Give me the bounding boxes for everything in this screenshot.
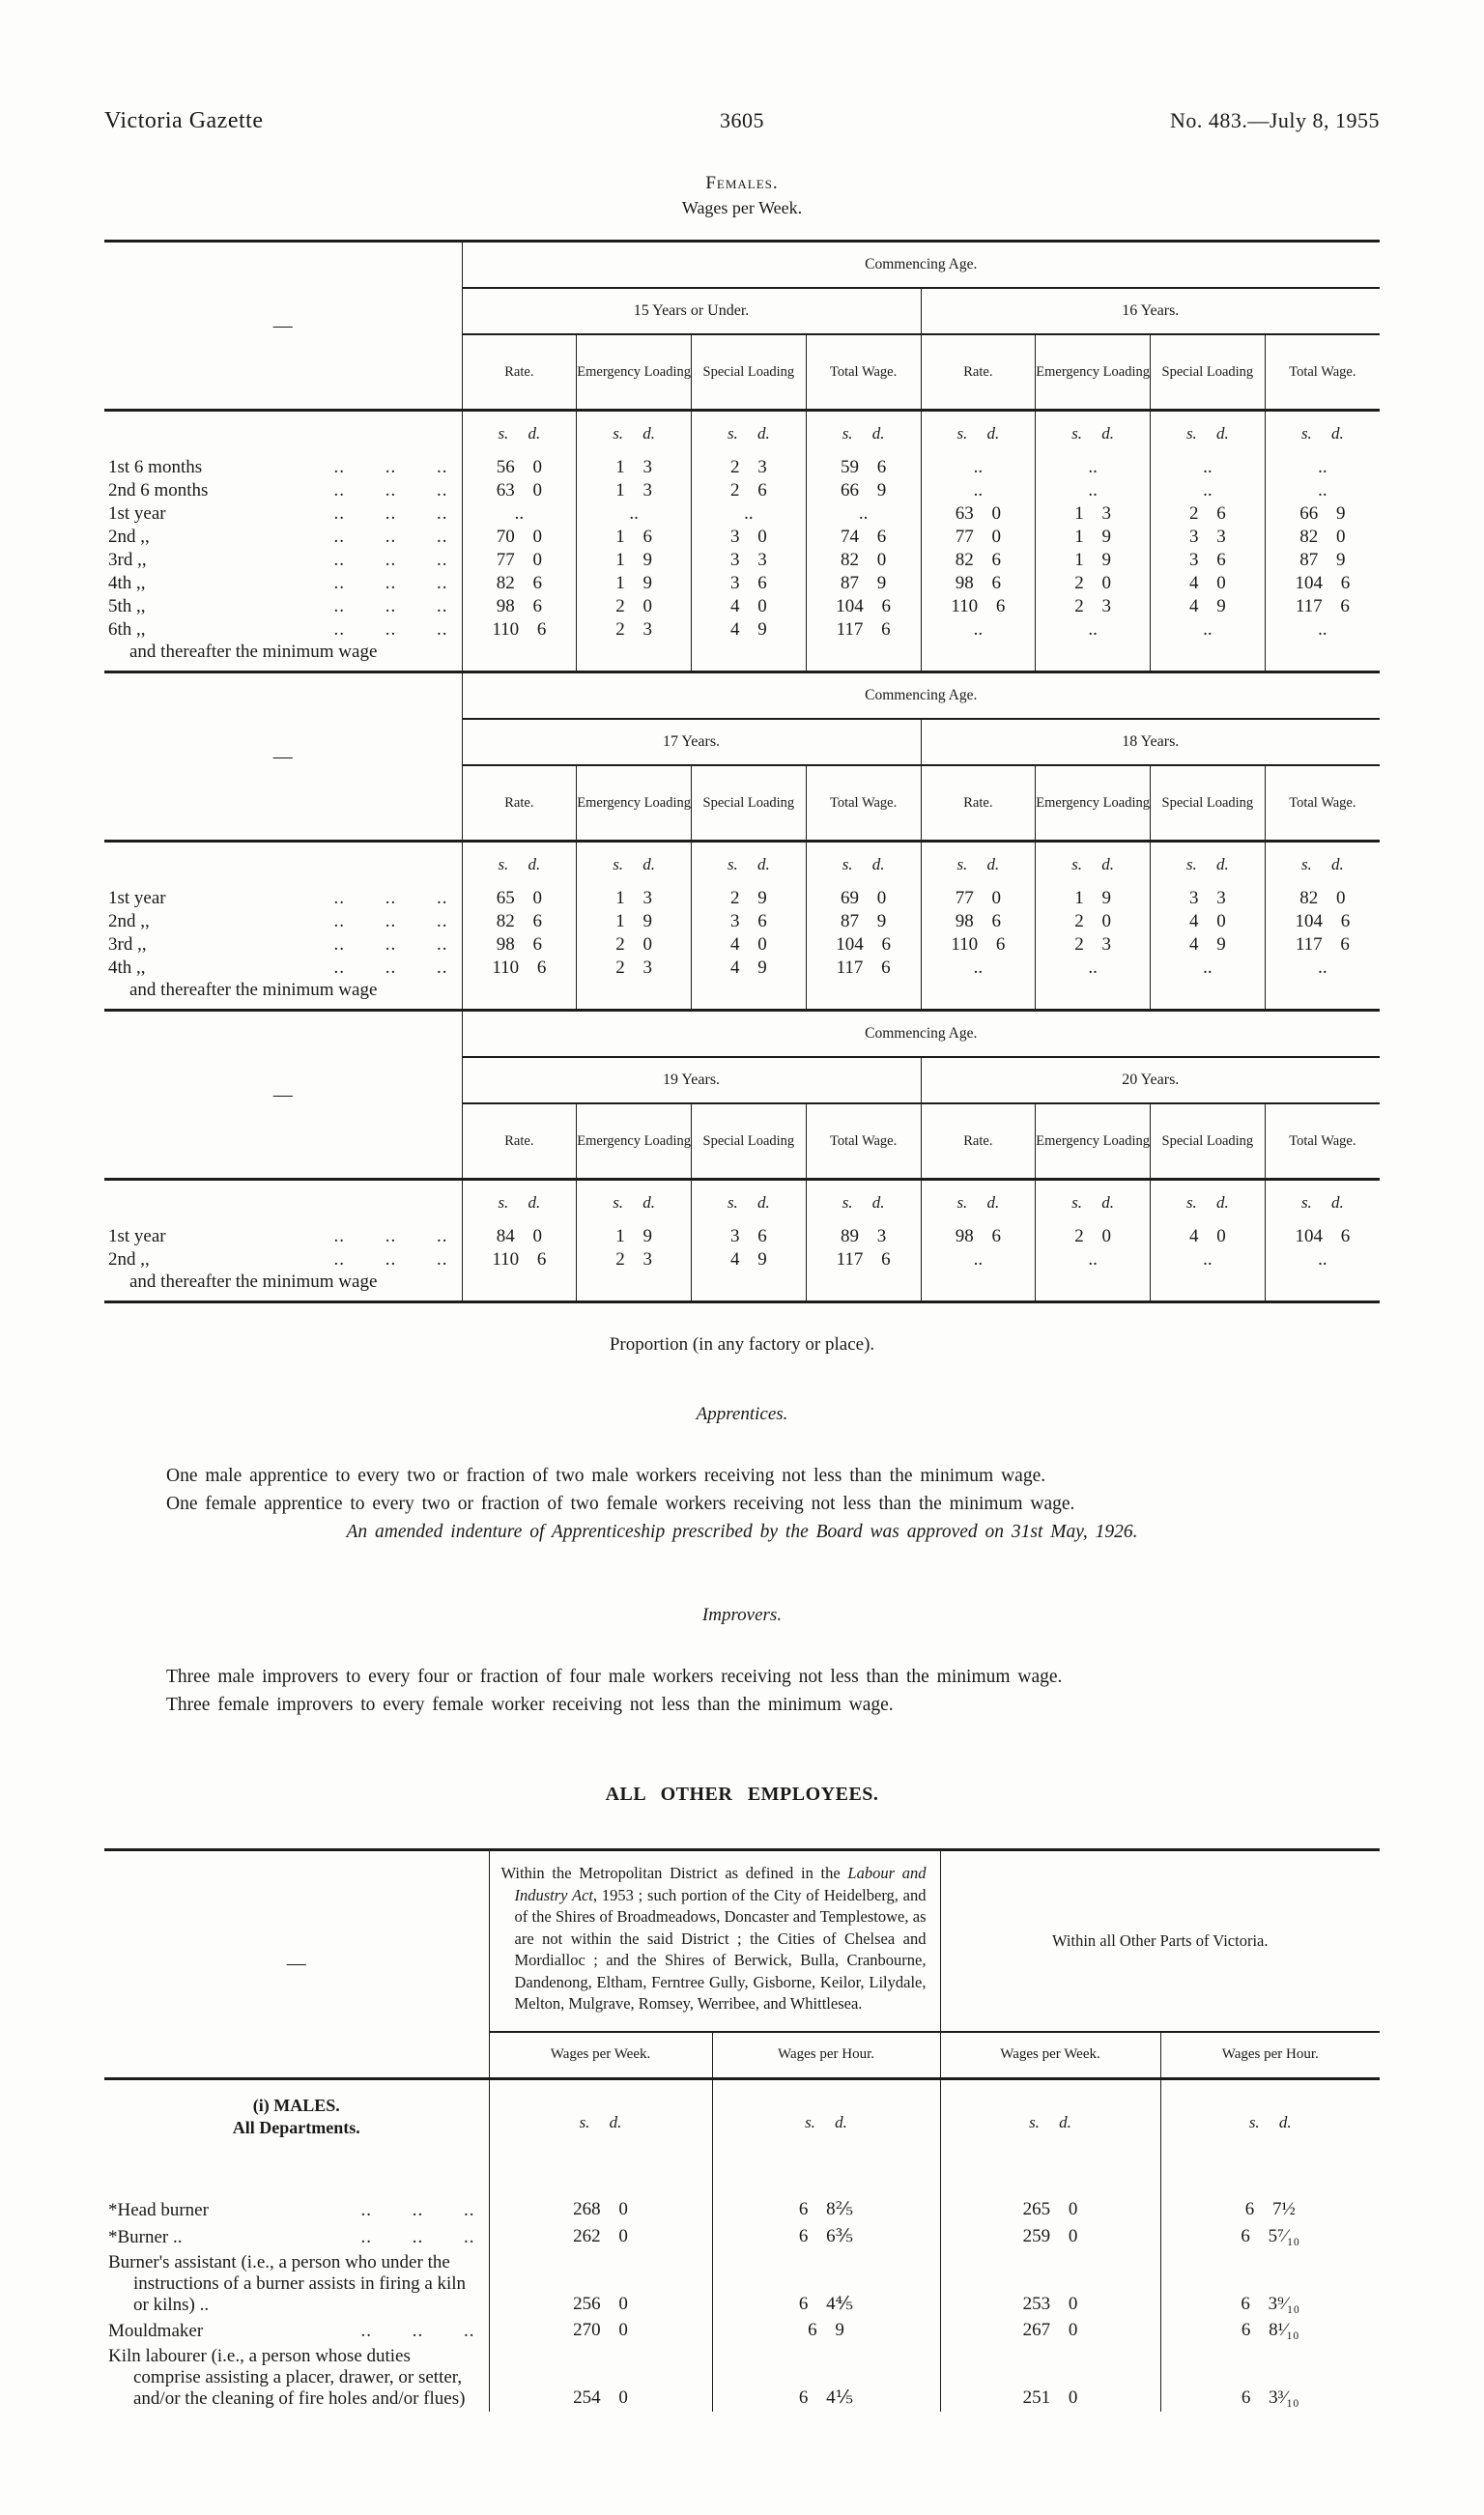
row-label-cell: 2nd ,, .. .. .. [104,910,462,933]
wage-cell: 4 0 [1151,910,1266,933]
dot-leader: .. .. .. [333,457,448,477]
wage-cell: 59 6 [806,456,921,479]
wage-row [104,1225,1380,1248]
wage-cell: 1 3 [577,887,692,910]
commencing-age-header: Commencing Age. [462,673,1380,719]
wage-cell: .. [921,957,1036,980]
dot-leader: .. .. .. [360,2226,475,2247]
wage-cell: 2 9 [692,887,807,910]
thereafter-note: and thereafter the minimum wage [129,980,378,1000]
wage-cell: 2 3 [692,456,807,479]
group-header-20: 20 Years. [921,1057,1380,1103]
row-label-cell: 3rd ,, .. .. .. [104,933,462,957]
wage-cell: 2 3 [1036,595,1151,618]
group-header-19: 19 Years. [462,1057,921,1103]
stub-dash: — [104,1012,462,1180]
wage-cell: 82 6 [921,549,1036,572]
wage-cell: 270 0 [489,2318,712,2344]
dot-leader: .. .. .. [333,934,448,955]
col-header-special-loading: Special Loading [1151,334,1266,411]
wage-cell: 87 9 [1265,549,1380,572]
wage-cell: 3 6 [1151,549,1266,572]
improvers-title: Improvers. [701,1605,783,1625]
occupation-label-cell: Burner's assistant (i.e., a person who under the instructions of a burner assists in firing a kiln or kilns) .. [108,2251,467,2315]
col-header-total-wage: Total Wage. [1265,765,1380,842]
wage-row [104,618,1380,642]
wage-cell: 3 6 [692,910,807,933]
wage-cell: .. [1151,479,1266,502]
dot-leader: .. .. .. [360,2320,475,2341]
table-footer-row [104,642,1380,672]
sd-unit-header: s. d. [692,411,807,457]
wage-cell: 4 9 [692,618,807,642]
wage-cell: .. [1265,1248,1380,1272]
col-header-rate: Rate. [921,765,1036,842]
wage-cell: 254 0 [489,2344,712,2412]
wage-cell: 256 0 [489,2250,712,2318]
table-footer-row [104,980,1380,1011]
clause-line: One female apprentice to every two or fraction of two female workers receiving not less than the minimum wage. [166,1494,1075,1514]
sd-unit-header: s. d. [489,2078,712,2196]
wage-row [104,479,1380,502]
wage-cell: 84 0 [462,1225,577,1248]
sd-unit-header: s. d. [712,2078,940,2196]
row-label-cell: 2nd 6 months .. .. .. [104,479,462,502]
wage-cell: .. [1151,618,1266,642]
wage-cell: 2 0 [577,595,692,618]
wage-row [104,572,1380,595]
wage-cell: 253 0 [940,2250,1160,2318]
col-header-emergency-loading: Emergency Loading [577,1103,692,1180]
wage-cell: 268 0 [489,2196,712,2223]
row-label-cell: 4th ,, .. .. .. [104,572,462,595]
thereafter-note: and thereafter the minimum wage [129,1272,378,1292]
wage-cell: .. [1151,1248,1266,1272]
occupation-wage-row [104,2223,1380,2250]
wage-cell: 104 6 [1265,1225,1380,1248]
sd-unit-header: s. d. [1151,842,1266,888]
gazette-title: Victoria Gazette [104,108,264,133]
sd-unit-header: s. d. [940,2078,1160,2196]
occupation-label-cell: Mouldmaker .. .. .. [104,2318,489,2344]
dot-leader: .. .. .. [333,480,448,500]
wage-cell: 6 8⅖ [712,2196,940,2223]
dot-leader: .. .. .. [333,596,448,616]
sd-unit-header: s. d. [921,411,1036,457]
wage-cell: 267 0 [940,2318,1160,2344]
wage-row [104,549,1380,572]
sd-unit-header: s. d. [1151,1180,1266,1226]
clause-line: One male apprentice to every two or fraction of two male workers receiving not less than the minimum wage. [166,1466,1046,1486]
dot-leader: .. .. .. [333,1249,448,1270]
wage-cell: .. [1036,1248,1151,1272]
sd-unit-header: s. d. [806,411,921,457]
dot-leader: .. .. .. [333,503,448,524]
wage-cell: 3 0 [692,526,807,549]
sd-unit-header: s. d. [921,1180,1036,1226]
wage-cell: 110 6 [921,595,1036,618]
wage-row [104,526,1380,549]
dot-leader: .. .. .. [333,550,448,570]
thereafter-note: and thereafter the minimum wage [129,642,378,662]
wage-row [104,887,1380,910]
wage-cell: 6 3³⁄₁₀ [1160,2344,1380,2412]
wage-cell: 3 6 [692,1225,807,1248]
wage-cell: 3 3 [1151,887,1266,910]
dot-leader: .. .. .. [333,911,448,931]
wage-row [104,456,1380,479]
sd-unit-header: s. d. [462,411,577,457]
wage-cell: 63 0 [462,479,577,502]
group-header-17: 17 Years. [462,719,921,765]
wage-cell: 104 6 [1265,910,1380,933]
wage-cell: 4 0 [692,595,807,618]
row-label-cell: 1st year .. .. .. [104,887,462,910]
section-subtitle-wages-per-week: Wages per Week. [681,198,803,217]
wage-cell: 2 6 [692,479,807,502]
wage-cell: 1 9 [577,549,692,572]
wage-cell: 6 4⅘ [712,2250,940,2318]
wage-cell: 4 0 [1151,1225,1266,1248]
wage-cell: 4 9 [692,1248,807,1272]
wage-cell: 87 9 [806,910,921,933]
wage-cell: 4 9 [1151,933,1266,957]
dot-leader: .. .. .. [360,2199,475,2220]
wage-cell: 117 6 [806,618,921,642]
apprenticeship-note: An amended indenture of Apprenticeship prescribed by the Board was approved on 31st May, 1926. [346,1522,1138,1542]
gazette-page [104,108,1380,2412]
col-header-total-wage: Total Wage. [1265,1103,1380,1180]
wage-cell: 1 3 [577,456,692,479]
wage-cell: 6 6⅗ [712,2223,940,2250]
sd-unit-header: s. d. [1036,842,1151,888]
wage-cell: 6 3⁹⁄₁₀ [1160,2250,1380,2318]
dot-leader: .. .. .. [333,527,448,547]
wage-cell: 1 9 [577,1225,692,1248]
wage-cell: .. [921,618,1036,642]
col-header-emergency-loading: Emergency Loading [577,765,692,842]
stub-dash: — [104,673,462,842]
page-number: 3605 [720,108,764,132]
wage-cell: .. [1036,957,1151,980]
wage-cell: 262 0 [489,2223,712,2250]
row-label-cell: 6th ,, .. .. .. [104,618,462,642]
wage-cell: 104 6 [806,933,921,957]
wage-cell: 104 6 [1265,572,1380,595]
dot-leader: .. .. .. [333,957,448,978]
sd-unit-header: s. d. [577,411,692,457]
wage-cell: 56 0 [462,456,577,479]
col-header-rate: Rate. [921,334,1036,411]
sd-unit-header: s. d. [462,842,577,888]
sd-unit-header: s. d. [1265,411,1380,457]
all-other-employees-table [104,1848,1380,2412]
wage-cell: 265 0 [940,2196,1160,2223]
wage-cell: 2 6 [1151,502,1266,526]
males-all-departments-heading: (i) MALES. All Departments. [232,2095,360,2137]
col-header-special-loading: Special Loading [1151,765,1266,842]
dot-leader: .. .. .. [333,888,448,908]
stub-dash: — [104,1850,489,2079]
col-header-rate: Rate. [921,1103,1036,1180]
wage-cell: 66 9 [806,479,921,502]
wage-row [104,933,1380,957]
wage-cell: .. [1265,456,1380,479]
wage-cell: 77 0 [462,549,577,572]
wage-cell: 110 6 [462,1248,577,1272]
col-header-special-loading: Special Loading [692,765,807,842]
sd-unit-header: s. d. [1160,2078,1380,2196]
dot-leader: .. .. .. [333,1226,448,1246]
apprentices-title: Apprentices. [696,1404,788,1424]
sd-unit-header: s. d. [806,842,921,888]
wage-cell: 63 0 [921,502,1036,526]
wage-cell: 1 9 [1036,549,1151,572]
sd-unit-header: s. d. [1265,842,1380,888]
wage-cell: 87 9 [806,572,921,595]
wage-cell: 82 0 [1265,526,1380,549]
sd-unit-header: s. d. [577,842,692,888]
col-header-emergency-loading: Emergency Loading [1036,765,1151,842]
masthead [104,108,1380,134]
wage-cell: 69 0 [806,887,921,910]
wage-cell: 1 3 [577,479,692,502]
wage-cell: 74 6 [806,526,921,549]
occupation-wage-row [104,2250,1380,2318]
col-header-total-wage: Total Wage. [806,334,921,411]
sd-unit-header: s. d. [692,1180,807,1226]
issue-info: No. 483.—July 8, 1955 [1169,108,1380,132]
wage-cell: 3 3 [1151,526,1266,549]
wage-table-age-17-18 [104,673,1380,1012]
col-header-wages-per-week: Wages per Week. [489,2032,712,2079]
row-label-cell: 2nd ,, .. .. .. [104,1248,462,1272]
wage-cell: 6 9 [712,2318,940,2344]
metro-district-definition: Within the Metropolitan District as defined in the Labour and Industry Act, 1953 ; such portion of the City of Heidelberg, and of the Shires of Broadmeadows, Doncaster and Templestowe, as are not within the said District ; the Cities of Chelsea and Mordialloc ; and the Shires of Berwick, Bulla, Cranbourne, Dandenong, Eltham, Ferntree Gully, Gisborne, Keilor, Lilydale, Melton, Mulgrave, Romsey, Werribee, and Whittlesea. [489,1850,940,2032]
sd-unit-header: s. d. [577,1180,692,1226]
occupation-wage-row [104,2196,1380,2223]
wage-cell: 77 0 [921,887,1036,910]
wage-cell: 259 0 [940,2223,1160,2250]
wage-cell: 82 0 [806,549,921,572]
apprentices-clauses [104,1466,1380,1515]
row-label-cell: 5th ,, .. .. .. [104,595,462,618]
col-header-wages-per-week: Wages per Week. [940,2032,1160,2079]
commencing-age-header: Commencing Age. [462,1012,1380,1057]
col-header-wages-per-hour: Wages per Hour. [712,2032,940,2079]
wage-cell: 2 0 [1036,910,1151,933]
wage-cell: 2 3 [577,618,692,642]
wage-cell: .. [1265,957,1380,980]
wage-cell: 82 0 [1265,887,1380,910]
row-label-cell: 3rd ,, .. .. .. [104,549,462,572]
wage-row [104,957,1380,980]
wage-cell: 6 4⅕ [712,2344,940,2412]
wage-cell: 6 7½ [1160,2196,1380,2223]
wage-cell: .. [1036,456,1151,479]
wage-cell: .. [1036,618,1151,642]
wage-table-age-19-20 [104,1012,1380,1303]
wage-cell: 2 0 [1036,572,1151,595]
proportion-title: Proportion (in any factory or place). [609,1334,875,1355]
col-header-emergency-loading: Emergency Loading [1036,334,1151,411]
col-header-special-loading: Special Loading [1151,1103,1266,1180]
wage-cell: 1 9 [1036,526,1151,549]
col-header-total-wage: Total Wage. [806,765,921,842]
sd-unit-header: s. d. [462,1180,577,1226]
occupation-label-cell: Kiln labourer (i.e., a person whose duties comprise assisting a placer, drawer, or setter, and/or the cleaning of fire holes and/or flues) [108,2345,466,2409]
row-label-cell: 1st year .. .. .. [104,1225,462,1248]
occupation-wage-row [104,2318,1380,2344]
sd-unit-header: s. d. [692,842,807,888]
wage-cell: 98 6 [921,572,1036,595]
stub-dash: — [104,242,462,411]
occupation-wage-row [104,2344,1380,2412]
wage-cell: 2 0 [1036,1225,1151,1248]
wage-cell: .. [577,502,692,526]
col-header-wages-per-hour: Wages per Hour. [1160,2032,1380,2079]
wage-row [104,1248,1380,1272]
col-header-total-wage: Total Wage. [1265,334,1380,411]
wage-cell: 117 6 [806,1248,921,1272]
other-parts-heading: Within all Other Parts of Victoria. [940,1850,1380,2032]
wage-cell: 3 6 [692,572,807,595]
improvers-clauses [104,1667,1380,1716]
col-header-rate: Rate. [462,765,577,842]
wage-cell: 98 6 [462,595,577,618]
wage-cell: 66 9 [1265,502,1380,526]
stub-spacer [104,411,462,457]
sd-unit-header: s. d. [1036,411,1151,457]
sd-unit-header: s. d. [1036,1180,1151,1226]
wage-cell: 77 0 [921,526,1036,549]
wage-cell: 82 6 [462,910,577,933]
wage-cell: 4 0 [1151,572,1266,595]
wage-cell: 1 3 [1036,502,1151,526]
group-header-16: 16 Years. [921,288,1380,334]
commencing-age-header: Commencing Age. [462,242,1380,289]
wage-cell: 1 9 [577,910,692,933]
wage-cell: 251 0 [940,2344,1160,2412]
wage-cell: 104 6 [806,595,921,618]
wage-cell: .. [1151,957,1266,980]
row-label-cell: 2nd ,, .. .. .. [104,526,462,549]
wage-cell: 110 6 [462,957,577,980]
clause-line: Three female improvers to every female worker receiving not less than the minimum wage. [166,1695,894,1715]
all-other-employees-title: ALL OTHER EMPLOYEES. [605,1784,879,1805]
table-footer-row [104,1272,1380,1302]
dot-leader: .. .. .. [333,619,448,640]
clause-line: Three male improvers to every four or fraction of four male workers receiving not less than the minimum wage. [166,1667,1063,1687]
col-header-rate: Rate. [462,1103,577,1180]
col-header-special-loading: Special Loading [692,334,807,411]
wage-cell: .. [921,456,1036,479]
wage-cell: .. [1036,479,1151,502]
dot-leader: .. .. .. [333,573,448,593]
wage-cell: 1 9 [577,572,692,595]
wage-cell: 89 3 [806,1225,921,1248]
wage-row [104,502,1380,526]
wage-cell: 82 6 [462,572,577,595]
group-header-18: 18 Years. [921,719,1380,765]
col-header-rate: Rate. [462,334,577,411]
wage-cell: .. [921,1248,1036,1272]
wage-cell: 70 0 [462,526,577,549]
col-header-total-wage: Total Wage. [806,1103,921,1180]
wage-cell: 98 6 [921,910,1036,933]
wage-cell: 1 6 [577,526,692,549]
wage-table-age-15-16 [104,240,1380,673]
sd-unit-header: s. d. [1151,411,1266,457]
wage-cell: 6 8¹⁄₁₀ [1160,2318,1380,2344]
wage-cell: .. [462,502,577,526]
wage-cell: 65 0 [462,887,577,910]
row-label-cell: 1st 6 months .. .. .. [104,456,462,479]
wage-cell: 4 0 [692,933,807,957]
wage-cell: 110 6 [462,618,577,642]
wage-cell: 4 9 [1151,595,1266,618]
sd-unit-header: s. d. [1265,1180,1380,1226]
wage-cell: .. [1151,456,1266,479]
wage-cell: .. [1265,479,1380,502]
wage-row [104,595,1380,618]
group-header-15-under: 15 Years or Under. [462,288,921,334]
row-label-cell: 1st year .. .. .. [104,502,462,526]
wage-cell: 98 6 [462,933,577,957]
wage-cell: 1 9 [1036,887,1151,910]
occupation-label-cell: *Burner .. .. .. .. [104,2223,489,2250]
wage-cell: 117 6 [1265,933,1380,957]
wage-cell: 98 6 [921,1225,1036,1248]
wage-cell: .. [692,502,807,526]
occupation-label-cell: *Head burner .. .. .. [104,2196,489,2223]
wage-cell: 2 0 [577,933,692,957]
sd-unit-header: s. d. [921,842,1036,888]
wage-cell: 4 9 [692,957,807,980]
wage-cell: .. [1265,618,1380,642]
col-header-emergency-loading: Emergency Loading [1036,1103,1151,1180]
sd-unit-header: s. d. [806,1180,921,1226]
wage-cell: 117 6 [806,957,921,980]
col-header-emergency-loading: Emergency Loading [577,334,692,411]
wage-cell: 110 6 [921,933,1036,957]
row-label-cell: 4th ,, .. .. .. [104,957,462,980]
section-title-females: Females. [705,173,779,193]
act-name-italic: Labour and Industry Act [514,1864,927,1904]
wage-cell: .. [921,479,1036,502]
wage-cell: .. [806,502,921,526]
wage-cell: 6 5⁷⁄₁₀ [1160,2223,1380,2250]
wage-row [104,910,1380,933]
wage-cell: 2 3 [577,957,692,980]
wage-cell: 117 6 [1265,595,1380,618]
wage-cell: 3 3 [692,549,807,572]
col-header-special-loading: Special Loading [692,1103,807,1180]
wage-cell: 2 3 [577,1248,692,1272]
wage-cell: 2 3 [1036,933,1151,957]
